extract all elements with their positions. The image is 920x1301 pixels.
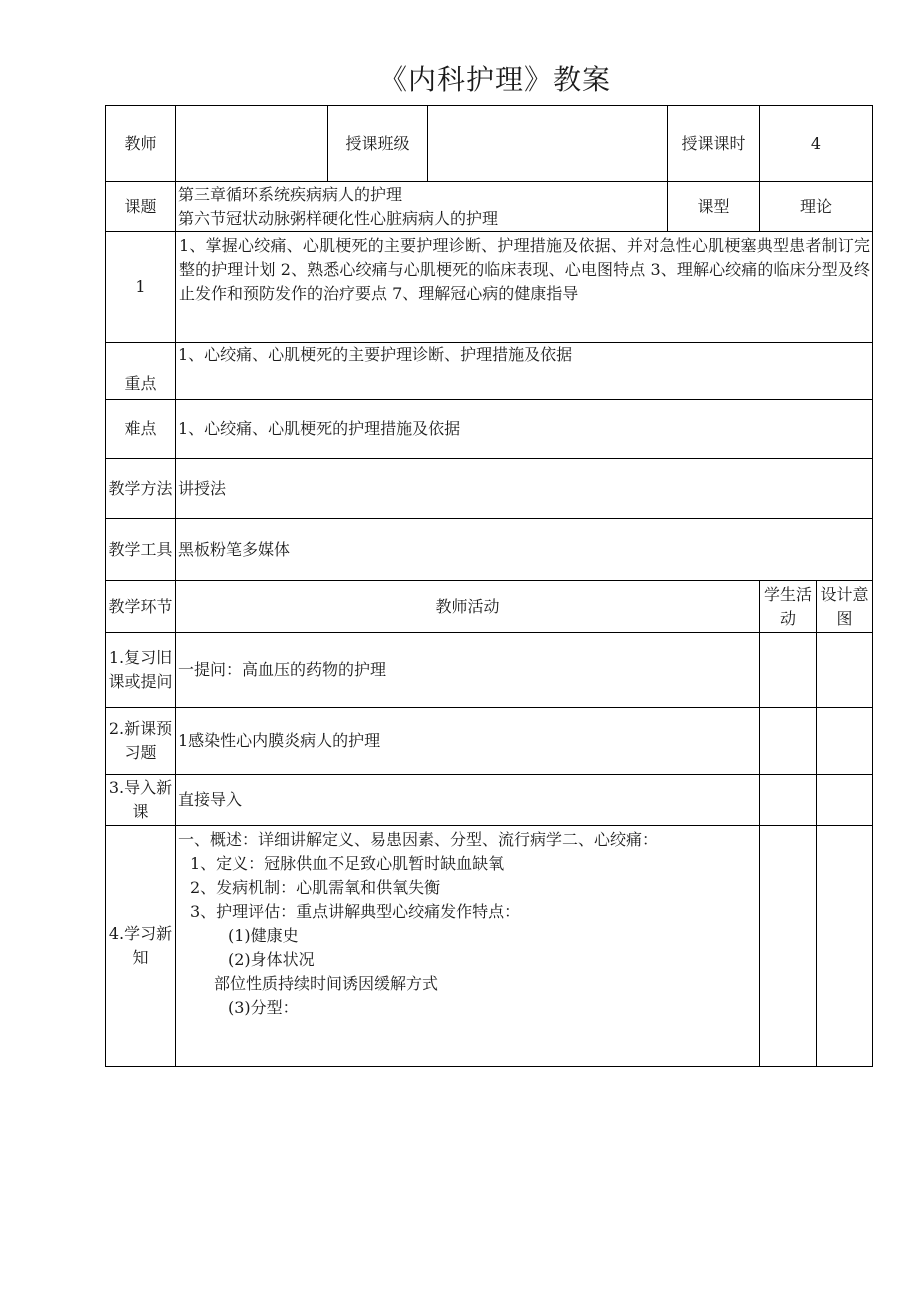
design-intent-cell — [817, 826, 873, 1067]
stage-content — [176, 826, 760, 1067]
difficulties-label: 难点 — [106, 400, 176, 459]
teacher-activity-header: 教师活动 — [176, 581, 760, 633]
topic-label: 课题 — [106, 182, 176, 232]
student-activity-cell — [760, 826, 817, 1067]
stage-row — [106, 633, 873, 708]
content-line: (3)分型： — [228, 998, 299, 1017]
process-header-row — [106, 581, 873, 633]
content-line: (2)身体状况 — [228, 950, 315, 969]
content-line: 2、发病机制：心肌需氧和供氧失衡 — [190, 878, 441, 897]
objectives-text: 1、掌握心绞痛、心肌梗死的主要护理诊断、护理措施及依据、并对急性心肌梗塞典型患者制订完整的护理计划 2、熟悉心绞痛与心肌梗死的临床表现、心电图特点 3、理解心绞痛的临床分型及终止发作和预防发作的治疗要点 7、理解冠心病的健康指导 — [176, 232, 873, 343]
tools-text: 黑板粉笔多媒体 — [176, 519, 873, 581]
lesson-plan-table — [105, 105, 873, 1067]
objectives-row — [106, 232, 873, 343]
tools-row — [106, 519, 873, 581]
class-label: 授课班级 — [328, 106, 428, 182]
stage-label: 2.新课预习题 — [106, 708, 176, 775]
topic-line-section: 第六节冠状动脉粥样硬化性心脏病病人的护理 — [178, 208, 499, 228]
header-row — [106, 106, 873, 182]
design-intent-header: 设计意图 — [817, 581, 873, 633]
stage-content: 一提问：高血压的药物的护理 — [176, 633, 760, 708]
difficulties-text: 1、心绞痛、心肌梗死的护理措施及依据 — [176, 400, 873, 459]
content-line: 1、定义：冠脉供血不足致心肌暂时缺血缺氧 — [190, 854, 505, 873]
content-line: 部位性质持续时间诱因缓解方式 — [214, 974, 439, 993]
hours-label: 授课课时 — [668, 106, 760, 182]
tools-label: 教学工具 — [106, 519, 176, 581]
content-line: 3、护理评估：重点讲解典型心绞痛发作特点： — [190, 902, 521, 921]
student-activity-cell — [760, 775, 817, 826]
design-intent-cell — [817, 775, 873, 826]
stage-content: 1感染性心内膜炎病人的护理 — [176, 708, 760, 775]
teacher-label: 教师 — [106, 106, 176, 182]
stage-row — [106, 826, 873, 1067]
design-intent-cell — [817, 633, 873, 708]
design-intent-cell — [817, 708, 873, 775]
content-line: (1)健康史 — [228, 926, 299, 945]
type-label: 课型 — [668, 182, 760, 232]
difficulties-row — [106, 400, 873, 459]
method-label: 教学方法 — [106, 459, 176, 519]
teacher-value — [176, 106, 328, 182]
key-points-text: 1、心绞痛、心肌梗死的主要护理诊断、护理措施及依据 — [176, 343, 873, 400]
hours-value: 4 — [760, 106, 873, 182]
stage-content: 直接导入 — [176, 775, 760, 826]
student-activity-cell — [760, 708, 817, 775]
method-text: 讲授法 — [176, 459, 873, 519]
stage-label: 4.学习新知 — [106, 826, 176, 1067]
student-activity-header: 学生活动 — [760, 581, 817, 633]
stage-row — [106, 775, 873, 826]
content-line: 一、概述：详细讲解定义、易患因素、分型、流行病学二、心绞痛： — [178, 830, 659, 849]
student-activity-cell — [760, 633, 817, 708]
type-value: 理论 — [760, 182, 873, 232]
objectives-label: 1 — [106, 232, 176, 343]
method-row — [106, 459, 873, 519]
document-title: 《内科护理》教案 — [378, 63, 611, 96]
topic-text — [176, 182, 668, 232]
topic-row — [106, 182, 873, 232]
key-points-label: 重点 — [106, 343, 176, 400]
stage-label: 3.导入新课 — [106, 775, 176, 826]
stage-row — [106, 708, 873, 775]
stage-header: 教学环节 — [106, 581, 176, 633]
stage-label: 1.复习旧课或提问 — [106, 633, 176, 708]
topic-line-chapter: 第三章循环系统疾病病人的护理 — [178, 184, 403, 204]
key-points-row — [106, 343, 873, 400]
class-value — [428, 106, 668, 182]
